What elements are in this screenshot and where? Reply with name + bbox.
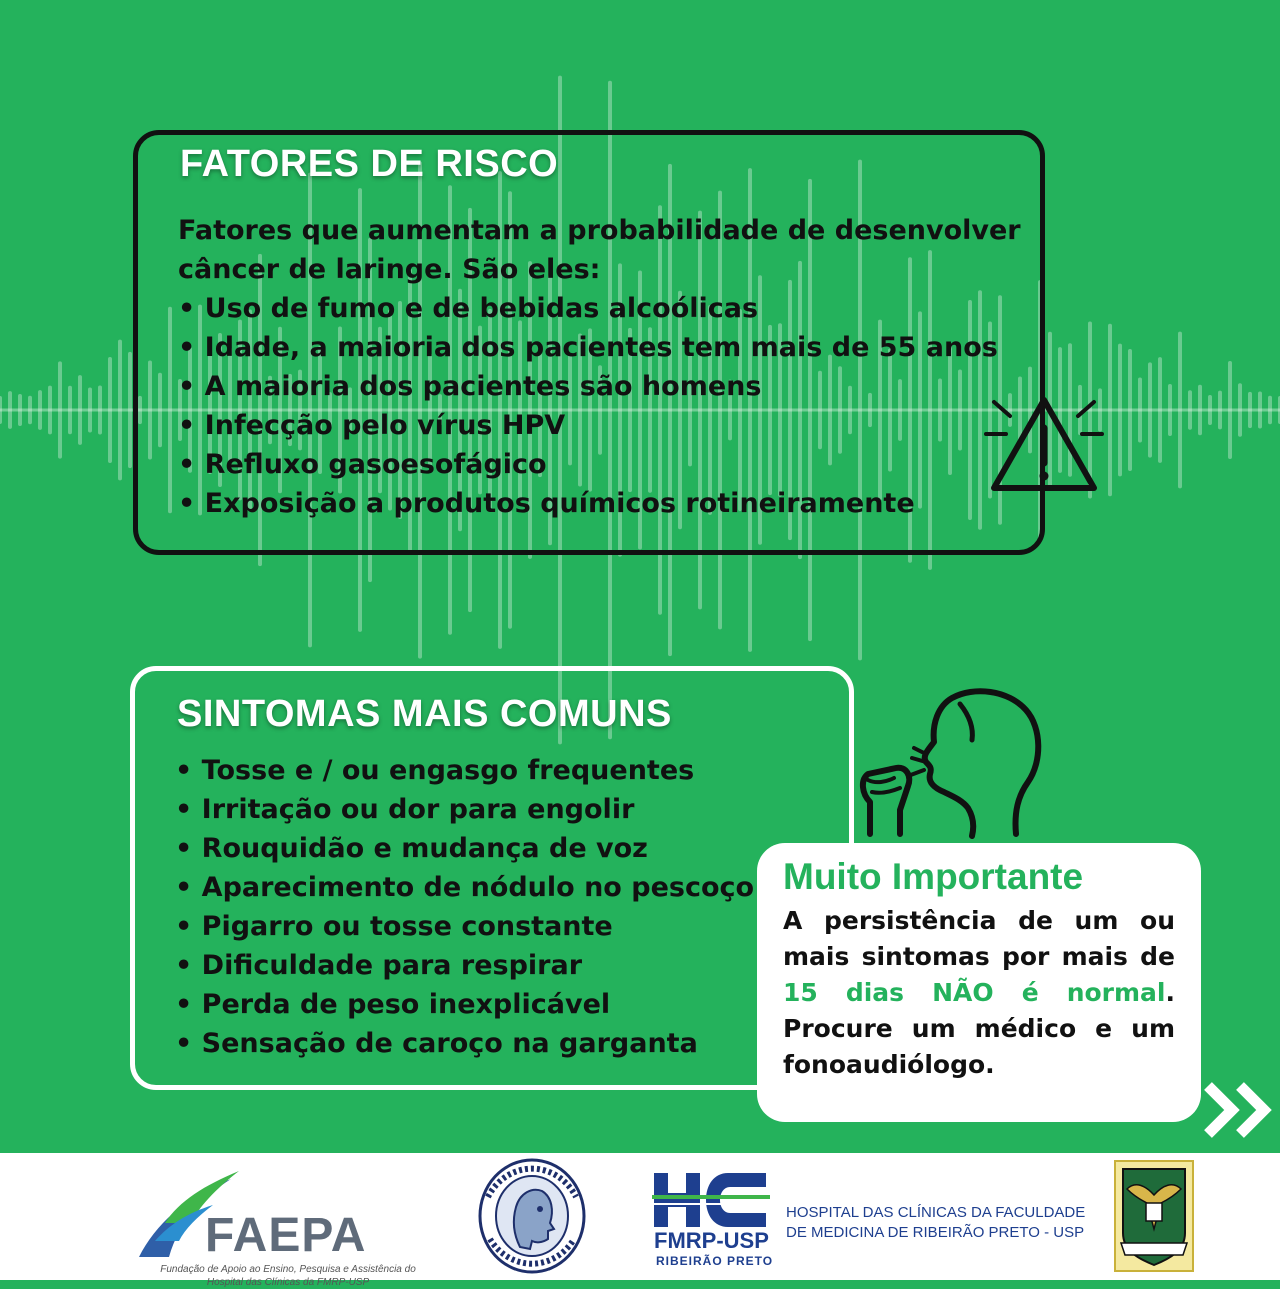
risk-factor-item: • Uso de fumo e de bebidas alcoólicas (178, 289, 1030, 328)
hc-mark-icon (652, 1171, 770, 1229)
symptom-item: • Sensação de caroço na garganta (175, 1024, 839, 1063)
double-chevron-right-icon[interactable] (1200, 1082, 1280, 1138)
risk-factor-item: • Idade, a maioria dos pacientes tem mais de 55 anos (178, 328, 1030, 367)
faepa-subtitle: Fundação de Apoio ao Ensino, Pesquisa e Assistência do Hospital das Clínicas da FMRP-USP (160, 1264, 416, 1288)
symptom-item: • Tosse e / ou engasgo frequentes (175, 751, 839, 790)
hc-logo-city: RIBEIRÃO PRETO (656, 1254, 774, 1268)
symptoms-title: SINTOMAS MAIS COMUNS (177, 693, 672, 735)
head-neck-surgery-seal (476, 1157, 588, 1275)
risk-factor-item: • Exposição a produtos químicos rotineiramente (178, 484, 1030, 523)
footer-logos (0, 1153, 1280, 1288)
symptom-item: • Dificuldade para respirar (175, 946, 839, 985)
warning-icon (982, 388, 1106, 498)
hospital-name: HOSPITAL DAS CLÍNICAS DA FACULDADE DE MEDICINA DE RIBEIRÃO PRETO - USP (786, 1204, 1086, 1241)
risk-factor-item: • A maioria dos pacientes são homens (178, 367, 1030, 406)
faepa-wordmark: FAEPA (205, 1209, 367, 1262)
important-text-end: . Procure um médico e um fonoaudiólogo. (783, 978, 1175, 1079)
faepa-logo (135, 1165, 420, 1288)
risk-factor-item: • Infecção pelo vírus HPV (178, 406, 1030, 445)
symptom-item: • Aparecimento de nódulo no pescoço (175, 868, 839, 907)
risk-factors-card (133, 130, 1045, 555)
important-text (783, 903, 1175, 1083)
symptoms-list (175, 751, 839, 1063)
risk-factors-title: FATORES DE RISCO (180, 143, 559, 185)
symptom-item: • Rouquidão e mudança de voz (175, 829, 839, 868)
risk-factor-item: • Refluxo gasoesofágico (178, 445, 1030, 484)
important-notice (757, 843, 1201, 1122)
symptom-item: • Irritação ou dor para engolir (175, 790, 839, 829)
faculdade-medicina-crest (1113, 1159, 1195, 1273)
hc-fmrp-logo (652, 1171, 772, 1271)
important-text-start: A persistência de um ou mais sintomas por mais de (783, 906, 1175, 971)
symptom-item: • Pigarro ou tosse constante (175, 907, 839, 946)
hc-logo-text: FMRP-USP (654, 1228, 769, 1253)
symptom-item: • Perda de peso inexplicável (175, 985, 839, 1024)
risk-factors-intro: Fatores que aumentam a probabilidade de desenvolver câncer de laringe. São eles: (178, 215, 1021, 285)
important-highlight: 15 dias NÃO é normal (783, 978, 1166, 1007)
important-title: Muito Importante (783, 856, 1084, 897)
coughing-person-icon (856, 684, 1046, 844)
symptoms-card (130, 666, 854, 1090)
risk-factors-list (178, 289, 1030, 523)
